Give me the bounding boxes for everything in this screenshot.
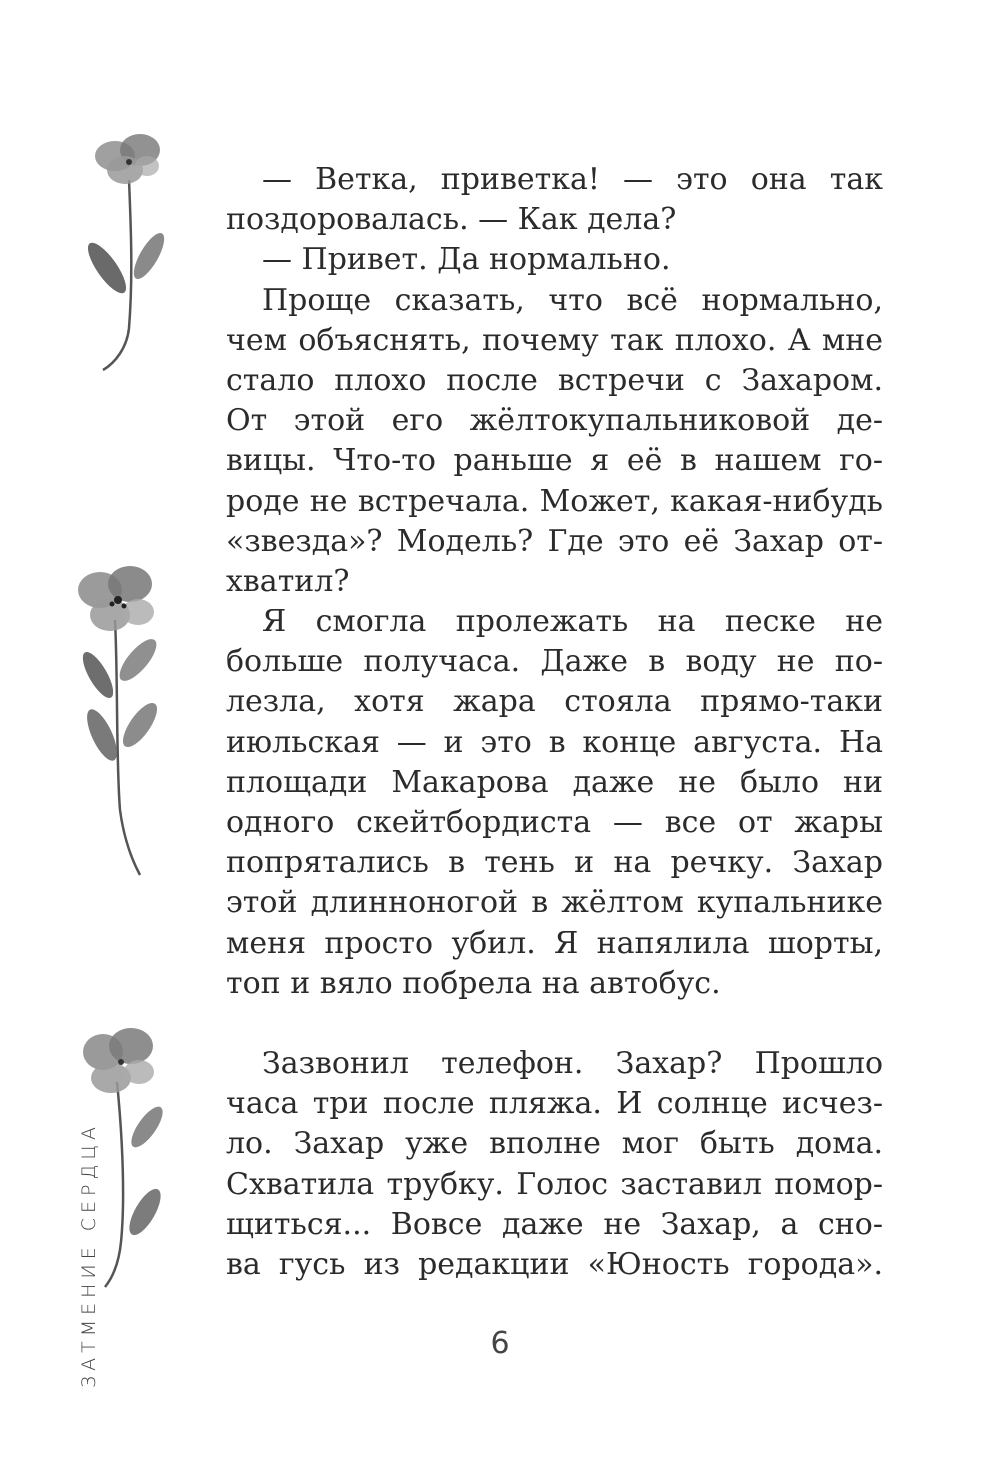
text-line: щиться... Вовсе даже не Захар, а сно- <box>226 1206 883 1242</box>
page-number: 6 <box>490 1326 510 1361</box>
text-line: этой длинноногой в жёлтом купальнике <box>226 885 883 921</box>
text-line: роде не встречала. Может, какая-нибудь <box>226 483 883 519</box>
text-line: — Привет. Да нормально. <box>262 242 671 278</box>
text-line: Зазвонил телефон. Захар? Прошло <box>262 1045 883 1081</box>
text-line: июльская — и это в конце августа. На <box>226 724 883 760</box>
text-line: Проще сказать, что всё нормально, <box>262 282 883 318</box>
flower-icon <box>85 128 175 373</box>
text-line: площади Макарова даже не было ни <box>226 764 883 800</box>
body-text <box>226 160 883 1285</box>
text-line: Я смогла пролежать на песке не <box>262 604 883 640</box>
running-title: ЗАТМЕНИЕ СЕРДЦА <box>78 1122 100 1388</box>
text-line: стало плохо после встречи с Захаром. <box>226 362 883 398</box>
text-line: попрятались в тень и на речку. Захар <box>226 845 883 881</box>
text-line: От этой его жёлтокупальниковой де- <box>226 403 883 439</box>
text-line: ва гусь из редакции «Юность города». <box>226 1246 883 1282</box>
text-line: хватил? <box>226 563 350 599</box>
text-line: поздоровалась. — Как дела? <box>226 202 677 238</box>
text-line: меня просто убил. Я напялила шорты, <box>226 925 883 961</box>
text-line: лезла, хотя жара стояла прямо-таки <box>226 684 883 720</box>
text-line: часа три после пляжа. И солнце исчез- <box>226 1086 883 1122</box>
section-gap <box>226 1004 883 1044</box>
text-line: — Ветка, приветка! — это она так <box>262 162 883 197</box>
text-line: больше получаса. Даже в воду не по- <box>226 644 883 680</box>
text-line: вицы. Что-то раньше я её в нашем го- <box>226 443 883 479</box>
flower-icon <box>70 560 180 880</box>
text-line: одного скейтбордиста — все от жары <box>226 805 883 840</box>
text-line: ло. Захар уже вполне мог быть дома. <box>226 1126 883 1162</box>
text-line: топ и вяло побрела на автобус. <box>226 965 721 1001</box>
text-line: чем объяснять, почему так плохо. А мне <box>226 322 883 358</box>
text-line: Схватила трубку. Голос заставил помор- <box>226 1166 883 1202</box>
text-line: «звезда»? Модель? Где это её Захар от- <box>226 523 883 559</box>
